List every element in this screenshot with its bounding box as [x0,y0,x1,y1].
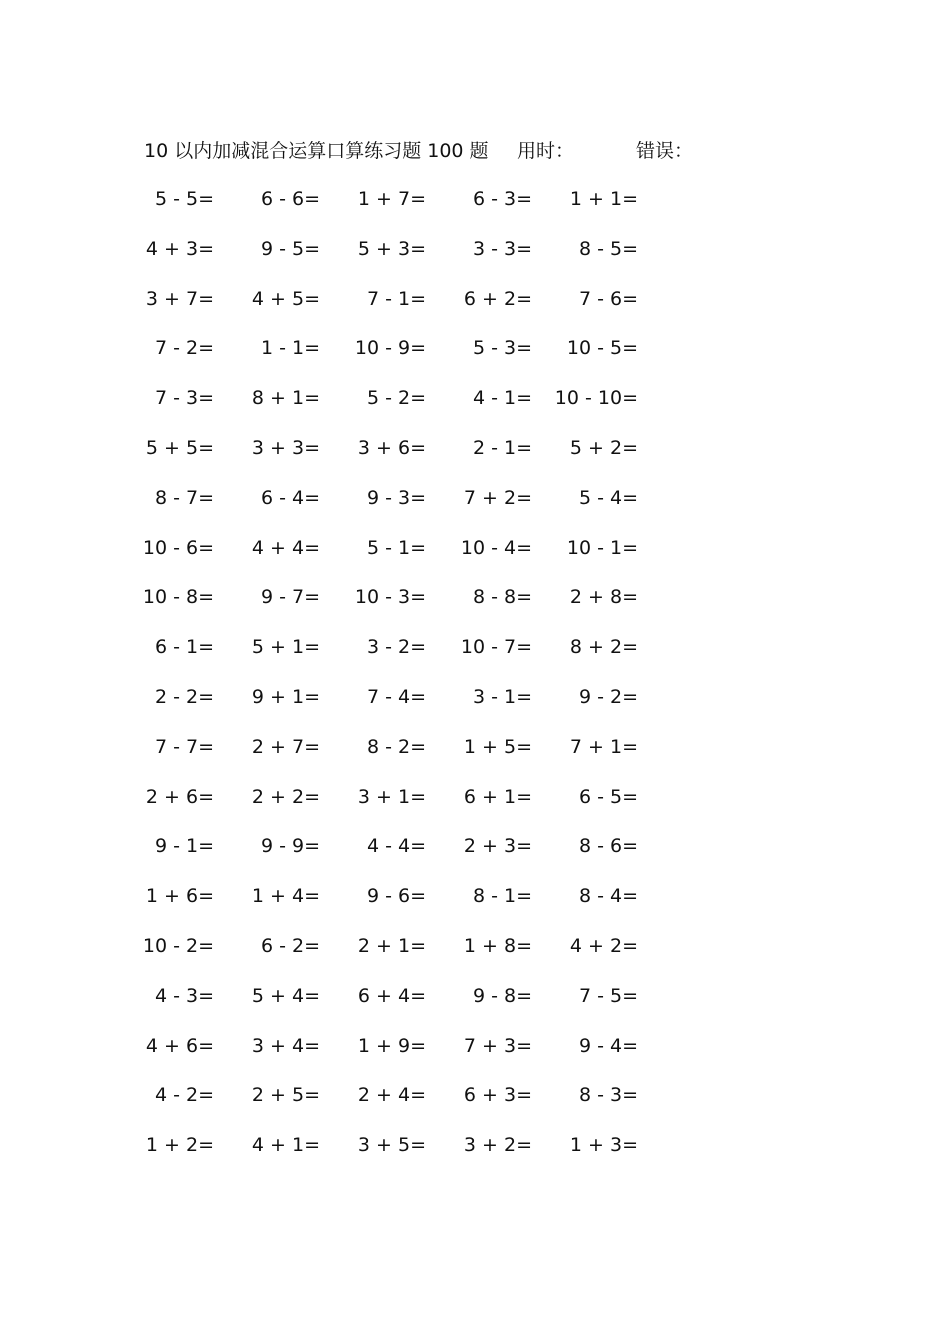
arithmetic-problem: 5 - 5= [154,188,214,210]
arithmetic-problem: 9 - 9= [260,835,320,858]
problem-row [0,225,950,275]
arithmetic-problem: 10 - 2= [142,934,214,957]
arithmetic-problem: 10 - 10= [554,387,638,410]
arithmetic-problem: 1 + 4= [251,885,320,908]
arithmetic-problem: 2 - 2= [154,685,214,708]
problem-row [0,275,950,325]
arithmetic-problem: 9 - 6= [366,885,426,908]
arithmetic-problem: 6 - 3= [472,188,532,210]
arithmetic-problem: 7 - 1= [366,287,426,310]
arithmetic-problem: 10 - 9= [354,337,426,360]
problem-row [0,374,950,424]
arithmetic-problem: 5 - 4= [578,486,638,509]
arithmetic-problem: 1 + 8= [463,934,532,957]
arithmetic-problem: 5 + 1= [251,636,320,659]
arithmetic-problem: 3 + 6= [357,436,426,459]
arithmetic-problem: 3 - 3= [472,237,532,260]
arithmetic-problem: 10 - 4= [460,536,532,559]
arithmetic-problem: 9 + 1= [251,685,320,708]
arithmetic-problem: 4 + 1= [251,1134,320,1157]
arithmetic-problem: 1 - 1= [260,337,320,360]
problem-row [0,623,950,673]
arithmetic-problem: 8 - 4= [578,885,638,908]
arithmetic-problem: 8 + 1= [251,387,320,410]
problem-row [0,822,950,872]
arithmetic-problem: 5 + 4= [251,984,320,1007]
arithmetic-problem: 1 + 9= [357,1034,426,1057]
arithmetic-problem: 3 - 2= [366,636,426,659]
arithmetic-problem: 6 - 5= [578,785,638,808]
arithmetic-problem: 9 - 8= [472,984,532,1007]
arithmetic-problem: 10 - 5= [566,337,638,360]
arithmetic-problem: 5 - 2= [366,387,426,410]
worksheet-title: 10 以内加减混合运算口算练习题 100 题 [144,140,489,162]
arithmetic-problem: 2 + 5= [251,1084,320,1107]
arithmetic-problem: 3 + 4= [251,1034,320,1057]
arithmetic-problem: 3 + 3= [251,436,320,459]
arithmetic-problem: 1 + 7= [357,188,426,210]
arithmetic-problem: 1 + 6= [145,885,214,908]
arithmetic-problem: 6 + 1= [463,785,532,808]
problem-row [0,474,950,524]
arithmetic-problem: 9 - 1= [154,835,214,858]
arithmetic-problem: 2 - 1= [472,436,532,459]
arithmetic-problem: 9 - 2= [578,685,638,708]
arithmetic-problem: 7 + 2= [463,486,532,509]
arithmetic-problem: 7 - 6= [578,287,638,310]
arithmetic-problem: 3 + 1= [357,785,426,808]
arithmetic-problem: 10 - 7= [460,636,532,659]
errors-label: 错误： [636,140,694,162]
arithmetic-problem: 2 + 3= [463,835,532,858]
problem-row [0,673,950,723]
arithmetic-problem: 5 - 3= [472,337,532,360]
problem-row [0,1071,950,1121]
arithmetic-problem: 4 - 2= [154,1084,214,1107]
arithmetic-problem: 4 + 6= [145,1034,214,1057]
arithmetic-problem: 8 - 1= [472,885,532,908]
arithmetic-problem: 8 + 2= [569,636,638,659]
arithmetic-problem: 6 - 2= [260,934,320,957]
arithmetic-problem: 1 + 2= [145,1134,214,1157]
arithmetic-problem: 4 - 3= [154,984,214,1007]
arithmetic-problem: 2 + 1= [357,934,426,957]
arithmetic-problem: 8 - 3= [578,1084,638,1107]
time-label: 用时： [517,140,575,162]
arithmetic-problem: 7 - 7= [154,735,214,758]
problem-row [0,773,950,823]
arithmetic-problem: 8 - 5= [578,237,638,260]
arithmetic-problem: 9 - 5= [260,237,320,260]
problem-row [0,972,950,1022]
arithmetic-problem: 2 + 2= [251,785,320,808]
arithmetic-problem: 9 - 7= [260,586,320,609]
arithmetic-problem: 10 - 3= [354,586,426,609]
problem-row [0,524,950,574]
arithmetic-problem: 6 + 4= [357,984,426,1007]
arithmetic-problem: 3 + 5= [357,1134,426,1157]
arithmetic-problem: 7 + 1= [569,735,638,758]
problem-row [0,1121,950,1171]
problem-row [0,922,950,972]
arithmetic-problem: 7 + 3= [463,1034,532,1057]
arithmetic-problem: 10 - 6= [142,536,214,559]
arithmetic-problem: 6 + 3= [463,1084,532,1107]
arithmetic-problem: 9 - 4= [578,1034,638,1057]
arithmetic-problem: 2 + 7= [251,735,320,758]
arithmetic-problem: 6 - 4= [260,486,320,509]
arithmetic-problem: 7 - 2= [154,337,214,360]
arithmetic-problem: 6 + 2= [463,287,532,310]
arithmetic-problem: 9 - 3= [366,486,426,509]
problem-grid [0,175,950,1171]
arithmetic-problem: 4 + 4= [251,536,320,559]
arithmetic-problem: 10 - 1= [566,536,638,559]
problem-row [0,175,950,225]
arithmetic-problem: 10 - 8= [142,586,214,609]
arithmetic-problem: 5 + 3= [357,237,426,260]
arithmetic-problem: 5 + 5= [145,436,214,459]
problem-row [0,723,950,773]
arithmetic-problem: 3 + 2= [463,1134,532,1157]
arithmetic-problem: 8 - 6= [578,835,638,858]
arithmetic-problem: 3 + 7= [145,287,214,310]
arithmetic-problem: 4 - 1= [472,387,532,410]
arithmetic-problem: 1 + 1= [569,188,638,210]
arithmetic-problem: 7 - 4= [366,685,426,708]
problem-row [0,424,950,474]
arithmetic-problem: 6 - 6= [260,188,320,210]
problem-row [0,872,950,922]
arithmetic-problem: 6 - 1= [154,636,214,659]
arithmetic-problem: 1 + 5= [463,735,532,758]
arithmetic-problem: 5 + 2= [569,436,638,459]
arithmetic-problem: 4 - 4= [366,835,426,858]
arithmetic-problem: 8 - 8= [472,586,532,609]
arithmetic-problem: 1 + 3= [569,1134,638,1157]
arithmetic-problem: 2 + 8= [569,586,638,609]
arithmetic-problem: 2 + 4= [357,1084,426,1107]
arithmetic-problem: 7 - 3= [154,387,214,410]
problem-row [0,573,950,623]
arithmetic-problem: 8 - 7= [154,486,214,509]
problem-row [0,1022,950,1072]
arithmetic-problem: 7 - 5= [578,984,638,1007]
arithmetic-problem: 4 + 3= [145,237,214,260]
arithmetic-problem: 3 - 1= [472,685,532,708]
arithmetic-problem: 8 - 2= [366,735,426,758]
arithmetic-problem: 2 + 6= [145,785,214,808]
arithmetic-problem: 4 + 2= [569,934,638,957]
problem-row [0,324,950,374]
arithmetic-problem: 4 + 5= [251,287,320,310]
arithmetic-problem: 5 - 1= [366,536,426,559]
